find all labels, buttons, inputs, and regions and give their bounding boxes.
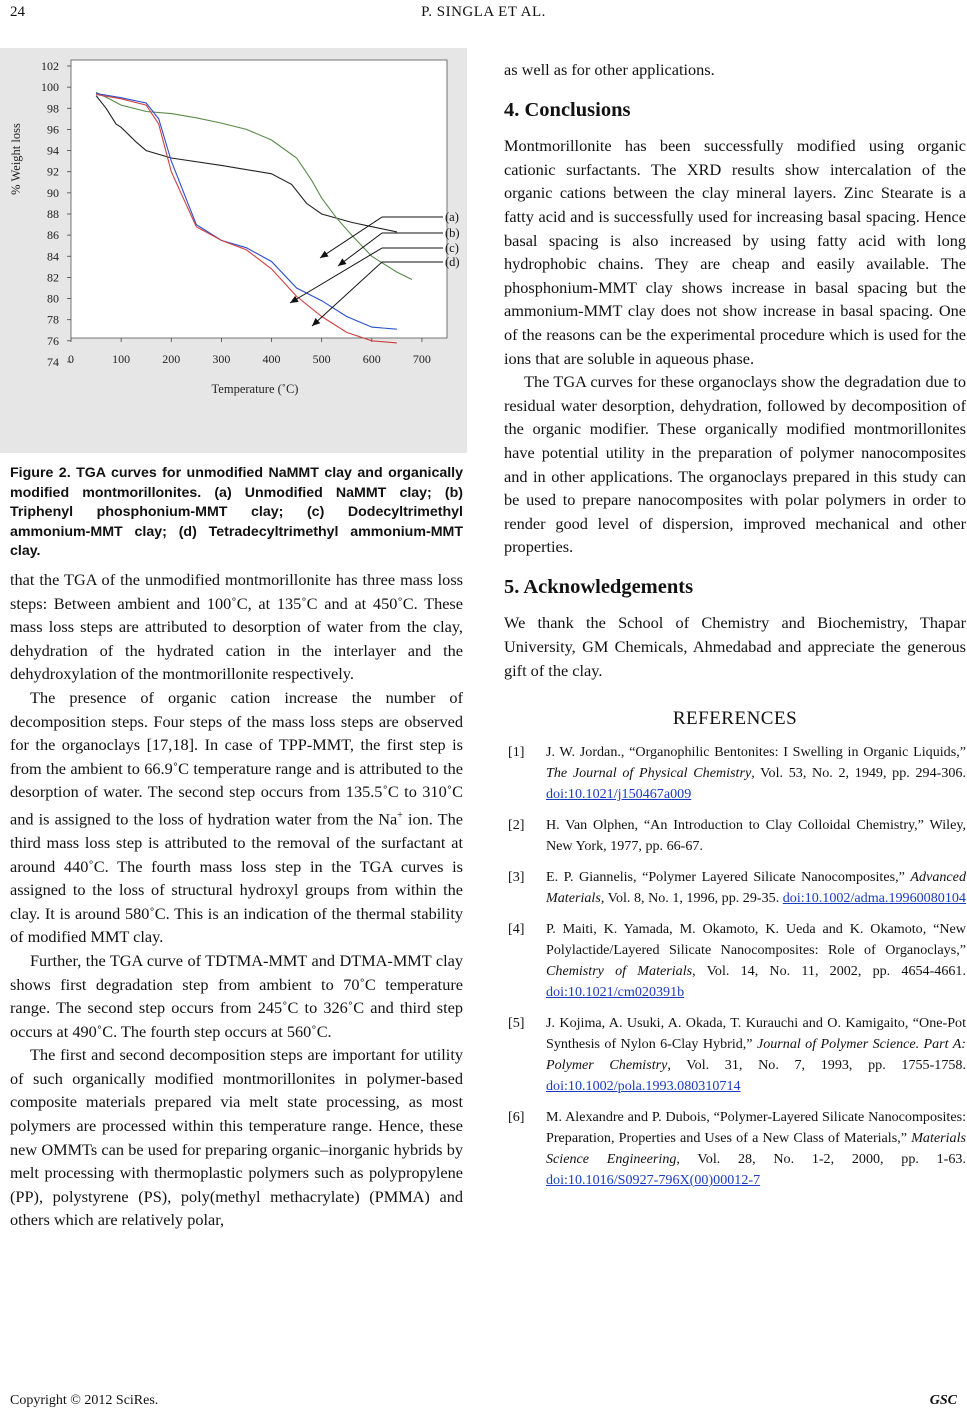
legend-label: (a) [445, 210, 459, 224]
y-tick-label: 84 [47, 249, 59, 264]
paragraph: Further, the TGA curve of TDTMA-MMT and DTMA-MMT clay shows first degradation step from ambient to 70˚C temperature range. The second step occurs from 245˚C to 326˚C and third step occurs at 490˚C. The fourth step occurs at 560˚C. [10, 950, 463, 1041]
x-tick-label: 0 [68, 352, 74, 366]
reference-text: J. Kojima, A. Usuki, A. Okada, T. Kurauchi and O. Kamigaito, “One-Pot Synthesis of Nylon 6-Clay Hybrid,” [546, 1014, 966, 1052]
reference-text: H. Van Olphen, “An Introduction to Clay Colloidal Chemistry,” Wiley, New York, 1977, pp. 66-67. [546, 816, 966, 854]
reference-text: , Vol. 14, No. 11, 2002, pp. 4654-4661. [692, 962, 966, 979]
x-tick-label: 500 [312, 352, 331, 366]
paragraph: The first and second decomposition steps are important for utility of such organically modified montmorillonites in polymer-based composite materials prepared via melt state processing, as most polymers are processed within this temperature range. Hence, these new OMMTs can be used for preparing organic–inorganic hybrids by melt processing with thermoplastic polymers such as polypropylene (PP), polystyrene (PS), poly(methyl methacrylate) (PMMA) and others which are relatively polar, [10, 1045, 463, 1230]
reference-number: [5] [508, 1014, 525, 1031]
running-head: P. SINGLA ET AL. [421, 4, 546, 20]
figure-caption: Figure 2. TGA curves for unmodified NaMMT clay and organically modified montmorillonites. (a) Unmodified NaMMT clay; (b) Triphenyl phosphonium-MMT clay; (c) Dodecyltrimethyl ammonium-MMT clay; (d) Tetradecyltrimethyl ammonium-MMT clay. [10, 465, 463, 560]
legend-label: (c) [445, 241, 459, 255]
x-tick-label: 100 [112, 352, 131, 366]
x-tick-label: 300 [212, 352, 231, 366]
y-axis-label: % Weight loss [9, 123, 23, 195]
doi-link[interactable]: doi:10.1016/S0927-796X(00)00012-7 [546, 1171, 761, 1188]
reference-text: , Vol. 8, No. 1, 1996, pp. 29-35. [600, 889, 783, 906]
y-tick-label: 92 [47, 164, 59, 179]
paragraph: that the TGA of the unmodified montmorillonite has three mass loss steps: Between ambient and 100˚C, at 135˚C and at 450˚C. These mass loss steps are attributed to desorption of water from the clay, dehydration of the hydrated cation in the interlayer and the dehydroxylation of the montmorillonite respectively. [10, 570, 463, 684]
x-axis-label: Temperature (˚C) [211, 382, 299, 396]
paragraph: Montmorillonite has been successfully modified using organic cationic surfactants. The XRD results show intercalation of the organic cations between the clay mineral layers. Zinc Stearate is a fatty acid and is successfully used for increasing basal spacing. Hence basal spacing is also increased by using fatty acid with long hydrophobic chains. They are cheap and easily available. The phosphonium-MMT clay shows increase in basal spacing but the ammonium-MMT clay does not show increase in basal spacing. One of the reasons can be the experimental procedure which is used for the ions that are soluble in aqueous phase. [504, 136, 966, 368]
reference-number: [4] [508, 920, 525, 937]
legend-label: (d) [445, 255, 460, 269]
reference-item [504, 1107, 966, 1191]
reference-journal: Advanced Materials [546, 868, 966, 906]
y-tick-label: 98 [47, 101, 59, 116]
x-tick-label: 600 [362, 352, 381, 366]
tga-chart [0, 48, 467, 453]
y-tick-label: 88 [47, 206, 59, 221]
paragraph: We thank the School of Chemistry and Biochemistry, Thapar University, GM Chemicals, Ahmedabad and appreciate the generous gift of the clay. [504, 613, 966, 680]
reference-text: , Vol. 31, No. 7, 1993, pp. 1755-1758. [667, 1056, 966, 1073]
reference-text: Vol. 28, No. 1-2, 2000, pp. 1-63. [679, 1150, 966, 1167]
reference-item [504, 1013, 966, 1097]
reference-journal: Journal of Polymer Science. Part A: Polymer Chemistry [546, 1035, 966, 1073]
paragraph: The TGA curves for these organoclays show the degradation due to residual water desorption, dehydration, followed by decomposition of the organic modifier. These organically modified montmorillonites have potential utility in the preparation of polymer nanocomposites and in other applications. The organoclays prepared in this study can be used to prepare nanocomposites with polar polymers in order to render good level of dispersion, improved mechanical and other properties. [504, 372, 966, 557]
y-tick-label: 94 [47, 143, 59, 158]
y-tick-label: 102 [41, 59, 59, 73]
reference-number: [2] [508, 816, 525, 833]
reference-number: [1] [508, 743, 525, 760]
reference-journal: Materials Science Engineering, [546, 1129, 966, 1167]
left-column [10, 568, 463, 1232]
doi-link[interactable]: doi:10.1002/pola.1993.080310714 [546, 1077, 741, 1094]
doi-link[interactable]: doi:10.1021/j150467a009 [546, 785, 692, 802]
reference-item [504, 742, 966, 805]
reference-list [504, 742, 966, 1191]
reference-item [504, 867, 966, 909]
reference-text: M. Alexandre and P. Dubois, “Polymer-Layered Silicate Nanocomposites: Preparation, Properties and Uses of a New Class of Materials,” [546, 1108, 966, 1146]
y-tick-label: 74 [47, 354, 59, 369]
x-tick-label: 400 [262, 352, 281, 366]
doi-link[interactable]: doi:10.1021/cm020391b [546, 983, 685, 1000]
reference-text: E. P. Giannelis, “Polymer Layered Silicate Nanocomposites,” [546, 868, 911, 885]
reference-number: [3] [508, 868, 525, 885]
page-footer [10, 1393, 957, 1409]
reference-item [504, 815, 966, 857]
reference-text: , Vol. 53, No. 2, 1949, pp. 294-306. [751, 764, 966, 781]
reference-journal: Chemistry of Materials [546, 962, 693, 979]
paragraph: The presence of organic cation increase the number of decomposition steps. Four steps of the mass loss steps are observed for the organoclays [17,18]. In case of TPP-MMT, the first step is from the ambient to 66.9˚C temperature range and is attributed to the desorption of water. The second step occurs from 135.5˚C to 310˚C and is assigned to the loss of hydration water from the Na+ ion. The third mass loss step is attributed to the removal of the surfactant at around 440˚C. The fourth mass loss step in the TGA curves is assigned to the loss of structural hydroxyl groups from within the clay. It is around 580˚C. This is an indication of the thermal stability of modified MMT clay. [10, 687, 463, 947]
y-tick-label: 96 [47, 122, 59, 137]
legend-label: (b) [445, 226, 460, 240]
tga-chart-svg [0, 48, 467, 453]
y-tick-label: 82 [47, 270, 59, 285]
right-column [504, 58, 966, 1201]
x-tick-label: 700 [412, 352, 431, 366]
doi-link[interactable]: doi:10.1002/adma.19960080104 [782, 889, 966, 906]
page-number: 24 [10, 4, 25, 20]
journal-abbrev: GSC [929, 1393, 957, 1408]
y-tick-label: 86 [47, 228, 59, 243]
y-tick-label: 78 [47, 312, 59, 327]
copyright: Copyright © 2012 SciRes. [10, 1393, 159, 1408]
reference-text: P. Maiti, K. Yamada, M. Okamoto, K. Ueda and K. Okamoto, “New Polylactide/Layered Silicate Nanocomposites: Role of Organoclays,” [546, 920, 966, 958]
section-heading-acknowledgements: 5. Acknowledgements [504, 575, 694, 598]
reference-text: J. W. Jordan., “Organophilic Bentonites: I Swelling in Organic Liquids,” [546, 743, 966, 760]
references-title: REFERENCES [672, 708, 798, 730]
paragraph: as well as for other applications. [504, 60, 715, 79]
reference-number: [6] [508, 1108, 525, 1125]
plot-area [71, 60, 447, 338]
reference-item [504, 919, 966, 1003]
page-header [0, 4, 967, 28]
x-tick-label: 200 [162, 352, 181, 366]
y-tick-label: 90 [47, 185, 59, 200]
reference-journal: The Journal of Physical Chemistry [546, 764, 752, 781]
section-heading-conclusions: 4. Conclusions [504, 98, 631, 121]
y-tick-label: 80 [47, 291, 59, 306]
y-tick-label: 100 [41, 80, 59, 95]
y-tick-label: 76 [47, 333, 59, 348]
